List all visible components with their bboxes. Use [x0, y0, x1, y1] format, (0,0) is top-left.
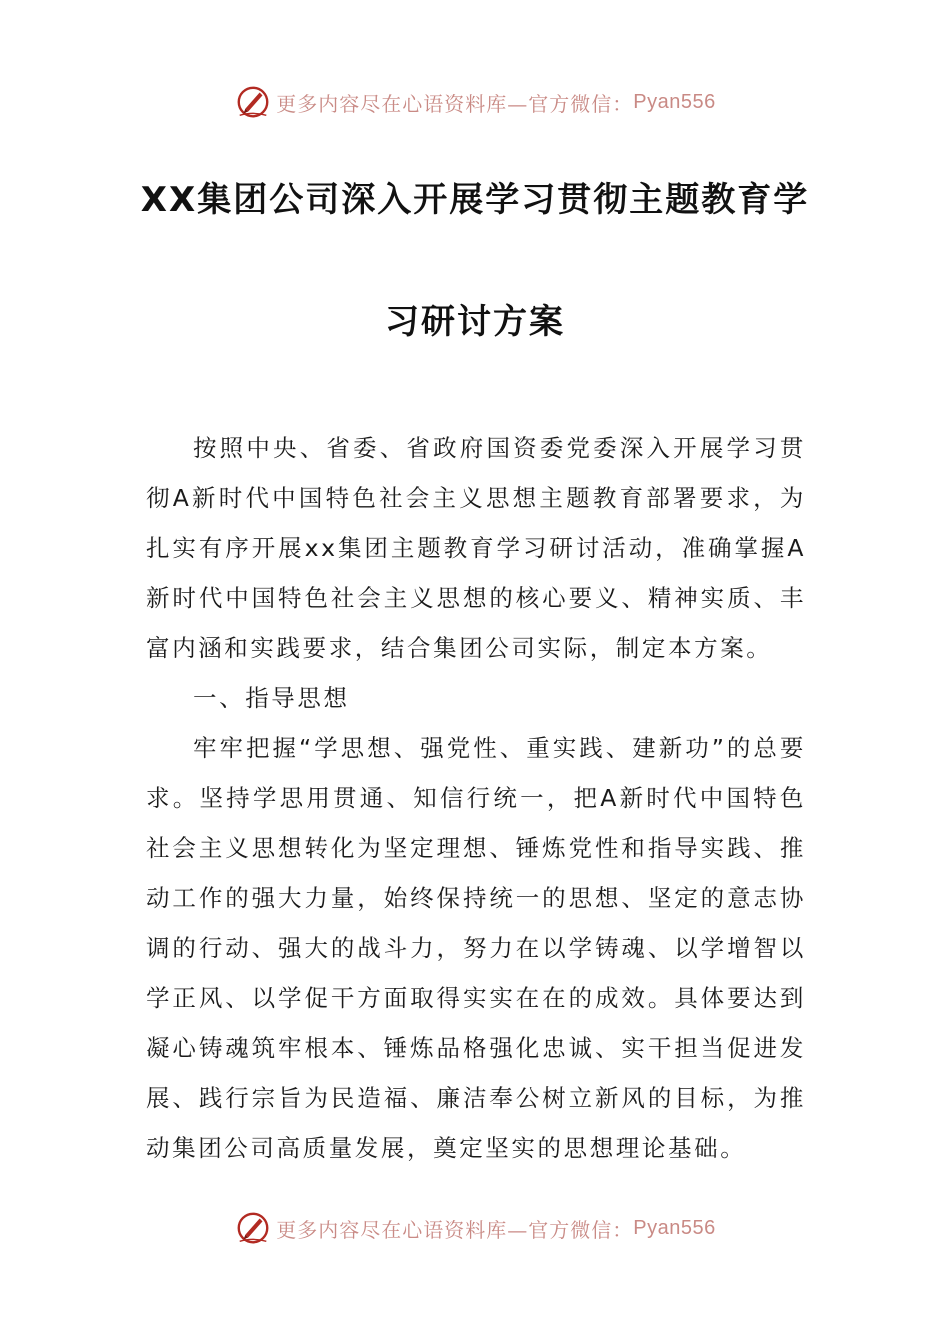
section-heading-guiding-ideology: 一、指导思想	[193, 684, 350, 712]
watermark-wechat-id: Pyan556	[633, 1216, 716, 1239]
pen-logo-icon	[234, 83, 272, 121]
intro-paragraph: 按照中央、省委、省政府国资委党委深入开展学习贯彻A新时代中国特色社会主义思想主题教育部署要求，为扎实有序开展xx集团主题教育学习研讨活动，准确掌握A新时代中国特色社会主义思想的核心要义、精神实质、丰富内涵和实践要求，结合集团公司实际，制定本方案。	[146, 434, 806, 662]
watermark-banner-bottom	[0, 1208, 950, 1248]
watermark-wechat-id: Pyan556	[633, 90, 716, 113]
document-title-line2: 习研讨方案	[385, 302, 565, 342]
watermark-text: 更多内容尽在心语资料库—官方微信：	[276, 91, 634, 116]
section1-paragraph: 牢牢把握“学思想、强党性、重实践、建新功”的总要求。坚持学思用贯通、知信行统一，把A新时代中国特色社会主义思想转化为坚定理想、锤炼党性和指导实践、推动工作的强大力量，始终保持统一的思想、坚定的意志协调的行动、强大的战斗力，努力在以学铸魂、以学增智以学正风、以学促干方面取得实实在在的成效。具体要达到凝心铸魂筑牢根本、锤炼品格强化忠诚、实干担当促进发展、践行宗旨为民造福、廉洁奉公树立新风的目标，为推动集团公司高质量发展，奠定坚实的思想理论基础。	[146, 734, 806, 1162]
pen-logo-icon	[234, 1209, 272, 1247]
document-title-line1: XX集团公司深入开展学习贯彻主题教育学	[140, 180, 810, 220]
watermark-text: 更多内容尽在心语资料库—官方微信：	[276, 1217, 634, 1242]
watermark-banner-top	[0, 82, 950, 122]
document-body	[146, 423, 806, 1173]
